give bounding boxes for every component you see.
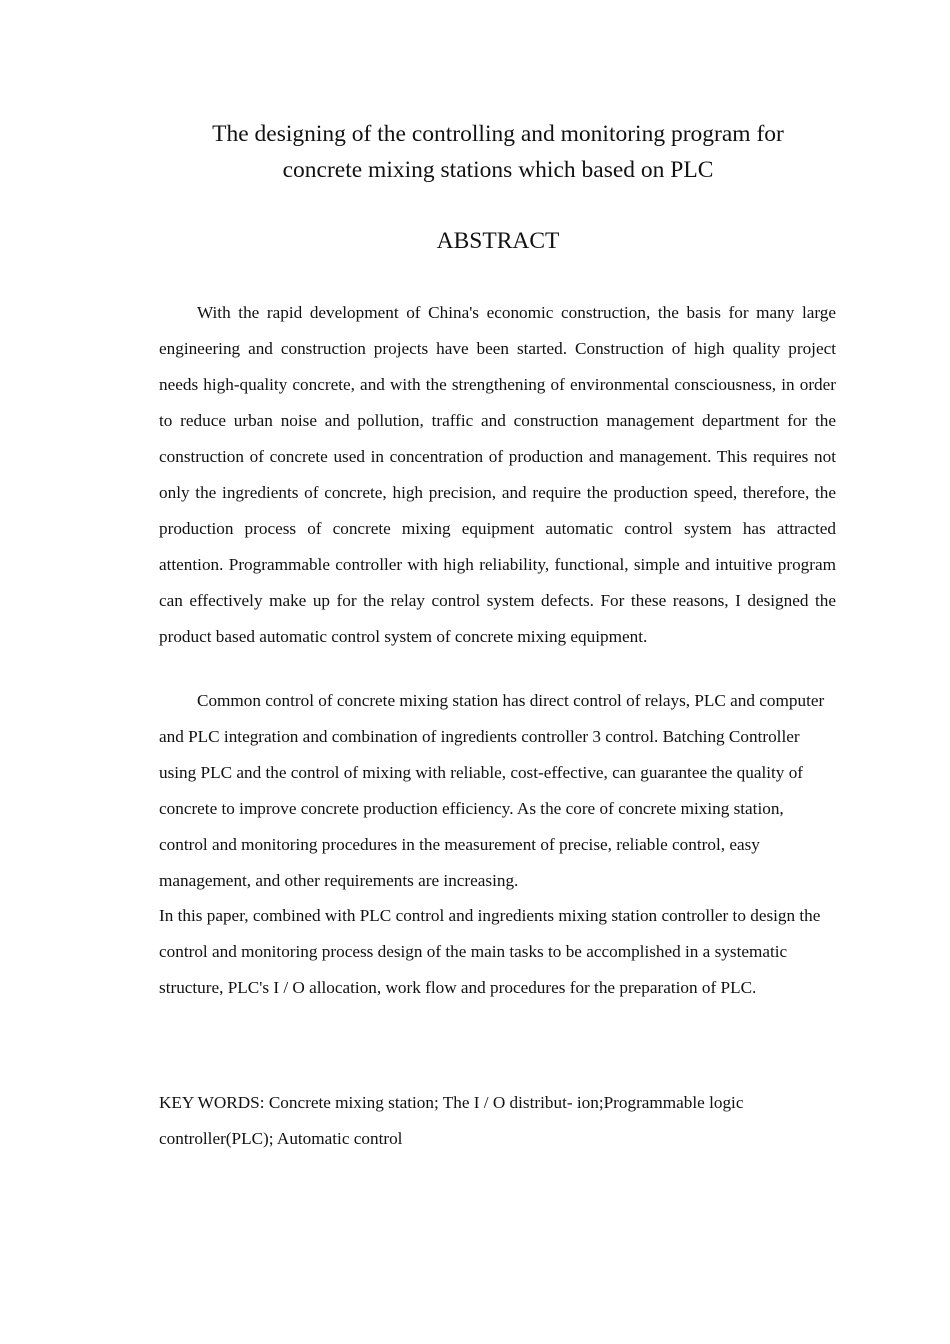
keywords: KEY WORDS: Concrete mixing station; The I / O distribut- ion;Programmable logic controller(PLC); Automatic control [159, 1093, 744, 1148]
abstract-paragraph-3: In this paper, combined with PLC control and ingredients mixing station controller to design the control and monitoring process design of the main tasks to be accomplished in a systematic structure, PLC's I / O allocation, work flow and procedures for the preparation of PLC. [159, 906, 821, 997]
title-line-2: concrete mixing stations which based on PLC [282, 157, 714, 183]
abstract-heading: ABSTRACT [436, 228, 560, 254]
paper-title [150, 116, 846, 188]
abstract-paragraph-1: With the rapid development of China's economic construction, the basis for many large engineering and construction projects have been started. Construction of high quality project needs high-quality concrete, and with the strengthening of environmental consciousness, in order to reduce urban noise and pollution, traffic and construction management department for the construction of concrete used in concentration of production and management. This requires not only the ingredients of concrete, high precision, and require the production speed, therefore, the production process of concrete mixing equipment automatic control system has attracted attention. Programmable controller with high reliability, functional, simple and intuitive program can effectively make up for the relay control system defects. For these reasons, I designed the product based automatic control system of concrete mixing equipment. [159, 303, 836, 646]
abstract-paragraph-2: Common control of concrete mixing station has direct control of relays, PLC and computer and PLC integration and combination of ingredients controller 3 control. Batching Controller using PLC and the control of mixing with reliable, cost-effective, can guarantee the quality of concrete to improve concrete production efficiency. As the core of concrete mixing station, control and monitoring procedures in the measurement of precise, reliable control, easy management, and other requirements are increasing. [159, 691, 825, 890]
title-line-1: The designing of the controlling and monitoring program for [212, 121, 784, 147]
